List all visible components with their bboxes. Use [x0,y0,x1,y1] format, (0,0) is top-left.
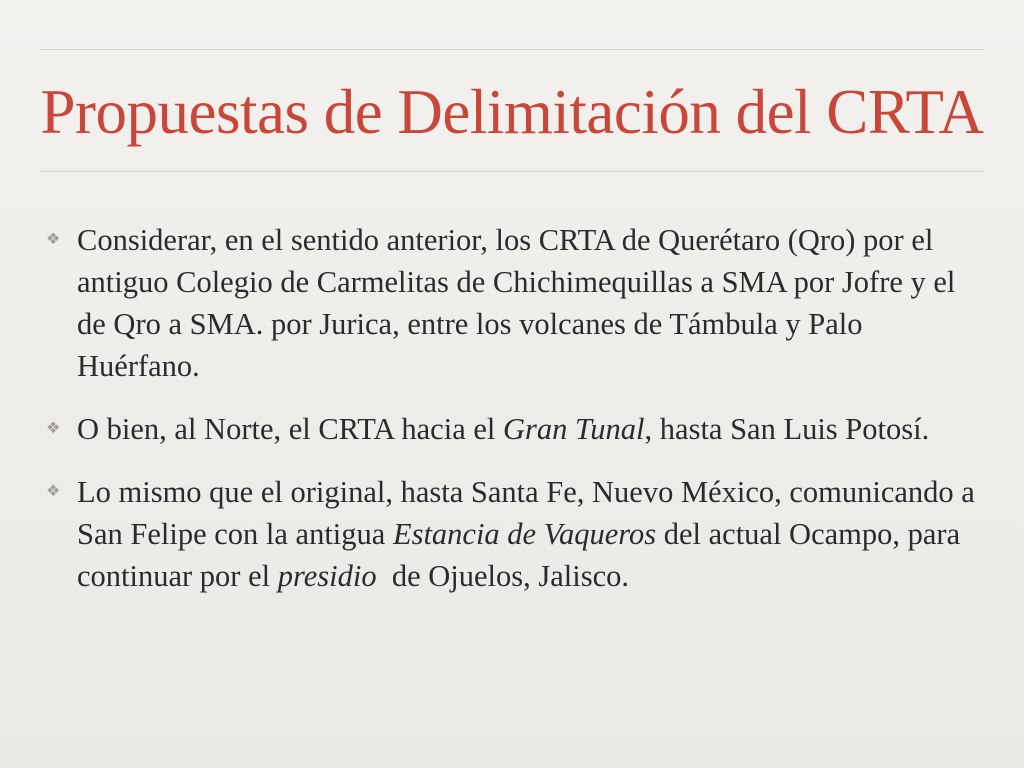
bullet-item-3 [46,471,986,597]
bullet-diamond-icon: ❖ [46,483,61,500]
bullet-diamond-icon: ❖ [46,231,61,248]
title-bottom-divider [40,171,984,172]
title-top-divider [40,49,984,50]
bullet-text: O bien, al Norte, el CRTA hacia el Gran Tunal, hasta San Luis Potosí. [77,412,930,446]
italic-term: Estancia de Vaqueros [392,517,657,551]
bullet-item-2 [46,408,986,450]
bullet-text: Lo mismo que el original, hasta Santa Fe, Nuevo México, comunicando a San Felipe con la antigua Estancia de Vaqueros del actual Ocampo, para continuar por el presidio de Ojuelos, Jalisco. [77,475,983,593]
italic-term: Gran Tunal [503,412,645,446]
slide-title: Propuestas de Delimitación del CRTA [40,77,984,147]
italic-term: presidio [277,559,377,593]
bullet-text: Considerar, en el sentido anterior, los CRTA de Querétaro (Qro) por el antiguo Colegio de Carmelitas de Chichimequillas a SMA por Jofre y el de Qro a SMA. por Jurica, entre los volcanes de Támbula y Palo Huérfano. [77,223,956,383]
bullet-diamond-icon: ❖ [46,420,61,437]
bullet-item-1 [46,219,986,387]
bullet-list [46,219,986,618]
